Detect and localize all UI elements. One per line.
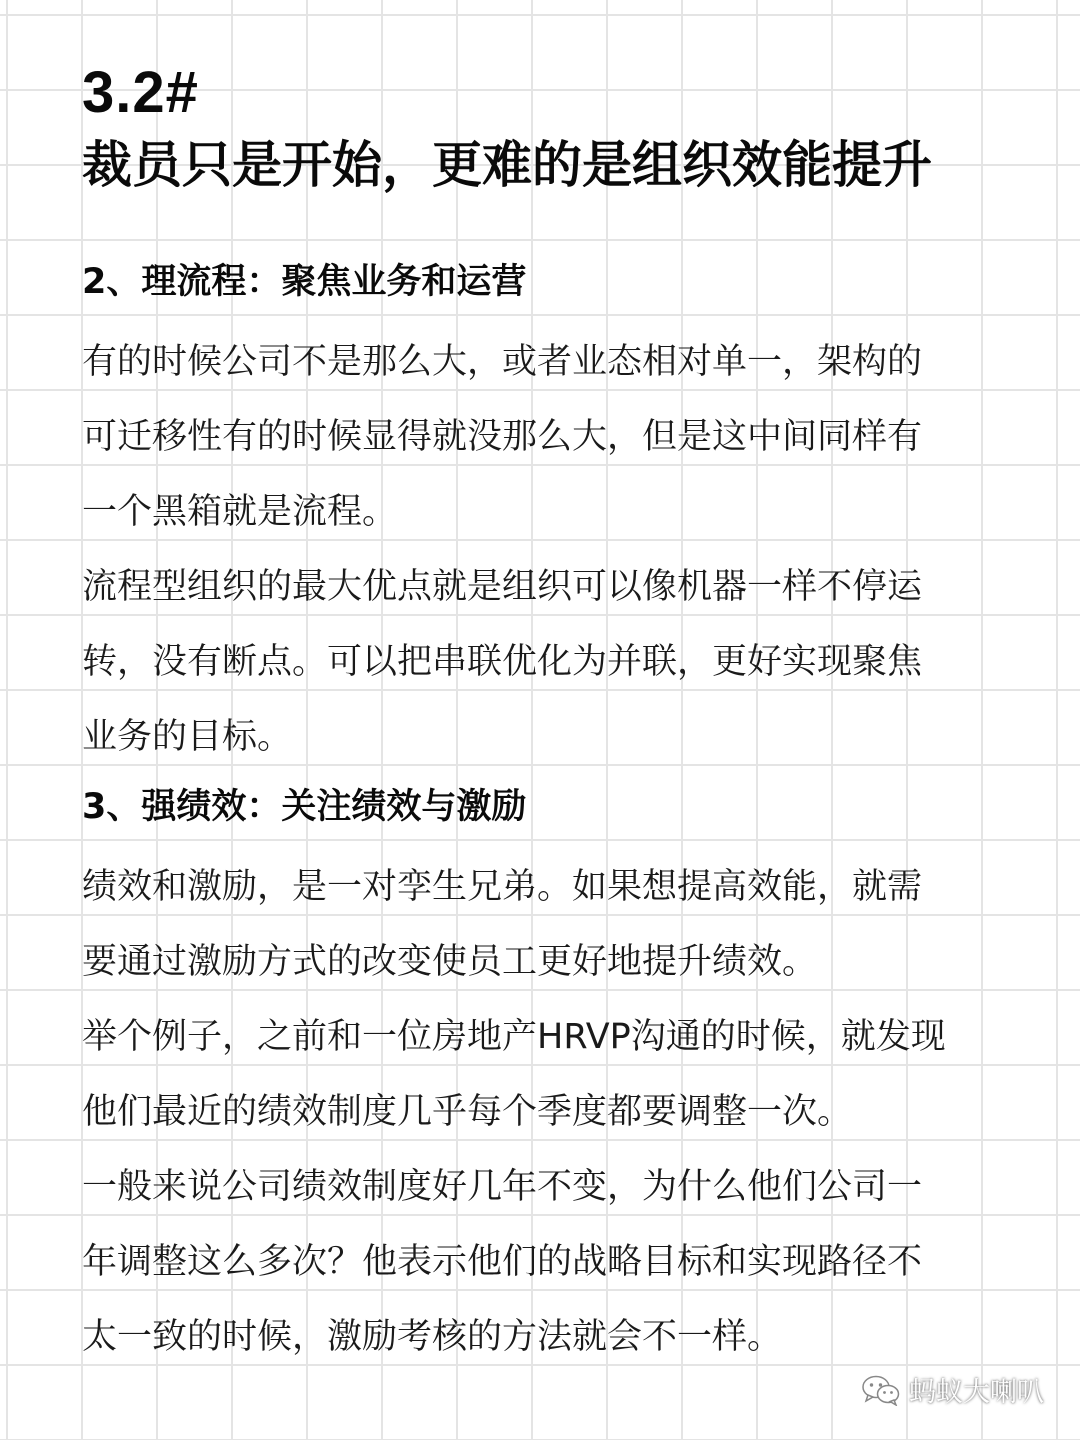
paragraph-line: 业务的目标。 bbox=[82, 717, 293, 757]
article bbox=[82, 58, 1042, 1375]
paragraph-line: 年调整这么多次？他表示他们的战略目标和实现路径不 bbox=[82, 1242, 923, 1282]
section-heading: 3、强绩效：关注绩效与激励 bbox=[82, 787, 527, 827]
paragraph-line: 一个黑箱就是流程。 bbox=[82, 492, 398, 532]
title-number: 3.2# bbox=[82, 60, 199, 125]
paragraph-line: 要通过激励方式的改变使员工更好地提升绩效。 bbox=[82, 942, 818, 982]
paragraph-line: 举个例子，之前和一位房地产HRVP沟通的时候，就发现 bbox=[82, 1017, 946, 1057]
wechat-icon bbox=[861, 1374, 901, 1406]
paragraph-line: 可迁移性有的时候显得就没那么大，但是这中间同样有 bbox=[82, 417, 923, 457]
paragraph-line: 转，没有断点。可以把串联优化为并联，更好实现聚焦 bbox=[82, 642, 923, 682]
section-performance bbox=[82, 775, 1042, 1375]
paragraph-line: 他们最近的绩效制度几乎每个季度都要调整一次。 bbox=[82, 1092, 853, 1132]
section-heading: 2、理流程：聚焦业务和运营 bbox=[82, 262, 527, 302]
section-process bbox=[82, 250, 1042, 775]
paragraph-line: 一般来说公司绩效制度好几年不变，为什么他们公司一 bbox=[82, 1167, 923, 1207]
paragraph-line: 流程型组织的最大优点就是组织可以像机器一样不停运 bbox=[82, 567, 923, 607]
paragraph-line: 太一致的时候，激励考核的方法就会不一样。 bbox=[82, 1317, 783, 1357]
paragraph-line: 有的时候公司不是那么大，或者业态相对单一，架构的 bbox=[82, 342, 923, 382]
watermark-text: 蚂蚁大喇叭 bbox=[909, 1377, 1044, 1408]
paragraph-line: 绩效和激励，是一对孪生兄弟。如果想提高效能，就需 bbox=[82, 867, 923, 907]
watermark bbox=[861, 1370, 1044, 1409]
page-title: 裁员只是开始，更难的是组织效能提升 bbox=[82, 136, 932, 194]
